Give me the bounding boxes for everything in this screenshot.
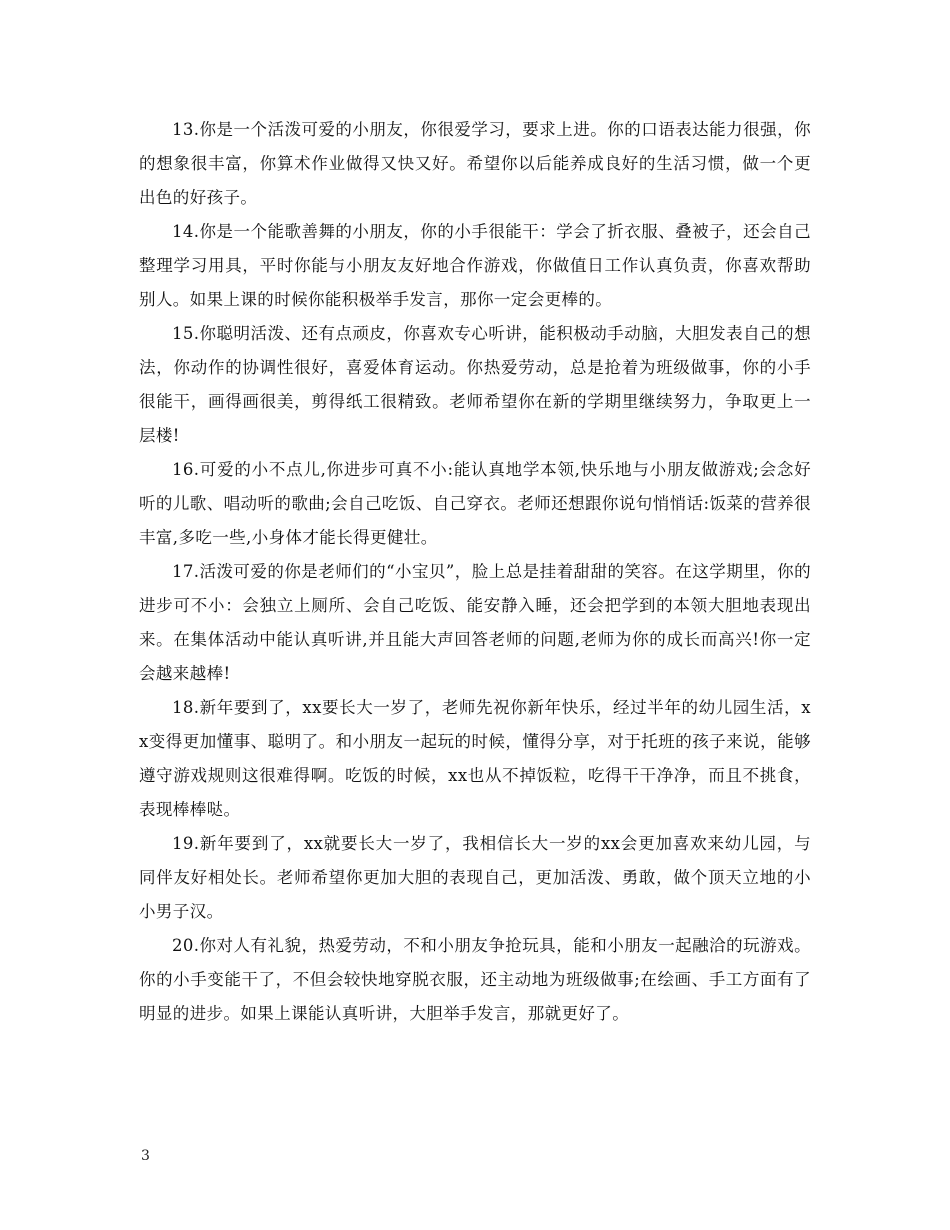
paragraph-17: 17.活泼可爱的你是老师们的“小宝贝”，脸上总是挂着甜甜的笑容。在这学期里，你的进步可不小：会独立上厕所、会自己吃饭、能安静入睡，还会把学到的本领大胆地表现出来。在集体活动中能认真听讲,并且能大声回答老师的问题,老师为你的成长而高兴!你一定会越来越棒! [139,562,811,683]
paragraph-19: 19.新年要到了，xx就要长大一岁了，我相信长大一岁的xx会更加喜欢来幼儿园，与同伴友好相处长。老师希望你更加大胆的表现自己，更加活泼、勇敢，做个顶天立地的小小男子汉。 [139,834,811,921]
paragraph-13: 13.你是一个活泼可爱的小朋友，你很爱学习，要求上进。你的口语表达能力很强，你的想象很丰富，你算术作业做得又快又好。希望你以后能养成良好的生活习惯，做一个更出色的好孩子。 [139,120,811,207]
paragraph-15: 15.你聪明活泼、还有点顽皮，你喜欢专心听讲，能积极动手动脑，大胆发表自己的想法，你动作的协调性很好，喜爱体育运动。你热爱劳动，总是抢着为班级做事，你的小手很能干，画得画很美，剪得纸工很精致。老师希望你在新的学期里继续努力，争取更上一层楼! [139,324,811,445]
paragraph-18: 18.新年要到了，xx要长大一岁了，老师先祝你新年快乐，经过半年的幼儿园生活，xx变得更加懂事、聪明了。和小朋友一起玩的时候，懂得分享，对于托班的孩子来说，能够遵守游戏规则这很难得啊。吃饭的时候，xx也从不掉饭粒，吃得干干净净，而且不挑食，表现棒棒哒。 [139,698,811,819]
paragraph-16: 16.可爱的小不点儿,你进步可真不小:能认真地学本领,快乐地与小朋友做游戏;会念好听的儿歌、唱动听的歌曲;会自己吃饭、自己穿衣。老师还想跟你说句悄悄话:饭菜的营养很丰富,多吃一些,小身体才能长得更健壮。 [139,460,811,547]
document-body [139,113,811,1031]
page-number: 3 [141,1148,150,1164]
paragraph-20: 20.你对人有礼貌，热爱劳动，不和小朋友争抢玩具，能和小朋友一起融洽的玩游戏。你的小手变能干了，不但会较快地穿脱衣服，还主动地为班级做事;在绘画、手工方面有了明显的进步。如果上课能认真听讲，大胆举手发言，那就更好了。 [139,936,811,1023]
paragraph-14: 14.你是一个能歌善舞的小朋友，你的小手很能干：学会了折衣服、叠被子，还会自己整理学习用具，平时你能与小朋友友好地合作游戏，你做值日工作认真负责，你喜欢帮助别人。如果上课的时候你能积极举手发言，那你一定会更棒的。 [139,222,811,309]
